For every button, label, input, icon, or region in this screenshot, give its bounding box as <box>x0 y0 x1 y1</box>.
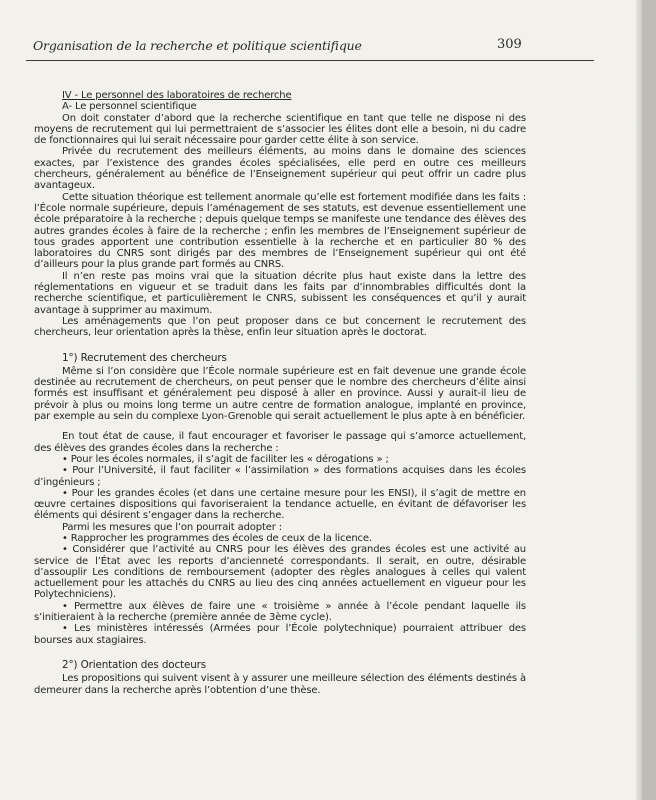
paragraph: Les aménagements que l’on peut proposer dans ce but concernent le recrutement des chercheurs, leur orientation après la thèse, enfin leur situation après le doctorat. <box>34 315 526 339</box>
measures-list <box>34 533 526 646</box>
running-header: Organisation de la recherche et politique scientifique <box>33 38 362 53</box>
body-text <box>34 90 526 696</box>
paragraph: En tout état de cause, il faut encourager et favoriser le passage qui s’amorce actuellement, des élèves des grandes écoles dans la recherche : <box>34 431 526 454</box>
paragraph: Les propositions qui suivent visent à y assurer une meilleure sélection des éléments destinés à demeurer dans la recherche après l’obtention d’une thèse. <box>34 673 526 696</box>
section-subtitle: A- Le personnel scientifique <box>62 101 197 113</box>
page-number: 309 <box>497 37 522 52</box>
header-rule <box>26 60 594 61</box>
paragraph: Il n’en reste pas moins vrai que la situation décrite plus haut existe dans la lettre des réglementations en vigueur et se traduit dans les faits par d’innombrables difficultés dont la recherche scientifique, et particulièrement le CNRS, subissent les conséquences et qu’il y aurait avantage à supprimer au maximum. <box>34 270 526 316</box>
paragraph: Même si l’on considère que l’École normale supérieure est en fait devenue une grande école destinée au recrutement de chercheurs, on peut penser que le nombre des chercheurs d’élite ainsi formés est insuffisant et généralement peu disposé à aller en province. Aussi y aurait-il lieu de prévoir à plus ou moins long terme un autre centre de formation analogue, implanté en province, par exemple au sein du complexe Lyon-Grenoble qui serait actuellement le plus apte à en bénéficier. <box>34 365 526 423</box>
list-item: • Considérer que l’activité au CNRS pour les élèves des grandes écoles est une activité au service de l’État avec les reports d’ancienneté correspondants. Il serait, en outre, désirable d’assouplir Les conditions de remboursement (adopter des règles analogues à celles qui valent actuellement pour les attachés du CNRS au lieu des cinq années actuellement en vigueur pour les Polytechniciens). <box>34 544 526 600</box>
spacer <box>34 422 526 431</box>
list-item: • Rapprocher les programmes des écoles de ceux de la licence. <box>34 533 526 544</box>
list-item: • Les ministères intéressés (Armées pour l’École polytechnique) pourraient attribuer des bourses aux stagiaires. <box>34 623 526 646</box>
measures-intro: Parmi les mesures que l’on pourrait adopter : <box>62 521 282 533</box>
paragraph: Cette situation théorique est tellement anormale qu’elle est fortement modifiée dans les faits : l’École normale supérieure, depuis l’aménagement de ses statuts, est devenue essentiellement une école préparatoire à la recherche ; depuis quelque temps se manifeste une tendance des élèves des autres grandes écoles à faire de la recherche ; enfin les membres de l’Enseignement supérieur de tous grades apportent une contribution essentielle à la recherche et en particulier 80 % des laboratoires du CNRS sont dirigés par des membres de l’Enseignement supérieur qui ont été d’ailleurs pour la plus grande part formés au CNRS. <box>34 191 526 271</box>
bullet-list <box>34 454 526 522</box>
list-item: • Pour l’Université, il faut faciliter « l’assimilation » des formations acquises dans les écoles d’ingénieurs ; <box>34 465 526 488</box>
paragraph: Privée du recrutement des meilleurs éléments, au moins dans le domaine des sciences exactes, par l’existence des grandes écoles spécialisées, elle perd en outre ces meilleurs chercheurs, généralement au bénéfice de l’Enseignement supérieur qui peut offrir un cadre plus avantageux. <box>34 146 526 192</box>
section-title: IV - Le personnel des laboratoires de recherche <box>62 90 292 101</box>
list-item: • Pour les grandes écoles (et dans une certaine mesure pour les ENSI), il s’agit de mettre en œuvre certaines dispositions qui favoriseraient la tendance actuelle, en évitant de défavoriser les éléments qui désirent s’engager dans la recherche. <box>34 488 526 522</box>
subsection-title-orientation: 2°) Orientation des docteurs <box>62 658 207 671</box>
list-item: • Pour les écoles normales, il s’agit de faciliter les « dérogations » ; <box>34 454 526 465</box>
paragraph: On doit constater d’abord que la recherche scientifique en tant que telle ne dispose ni des moyens de recrutement qui lui permettraient de s’associer les élites dont elle a besoin, ni du cadre de fonctionnaires qui lui serait nécessaire pour garder cette élite à son service. <box>34 112 526 147</box>
list-item: • Permettre aux élèves de faire une « troisième » année à l’école pendant laquelle ils s’initieraient à la recherche (première année de 3ème cycle). <box>34 601 526 624</box>
subsection-title-recrutement: 1°) Recrutement des chercheurs <box>62 351 227 364</box>
